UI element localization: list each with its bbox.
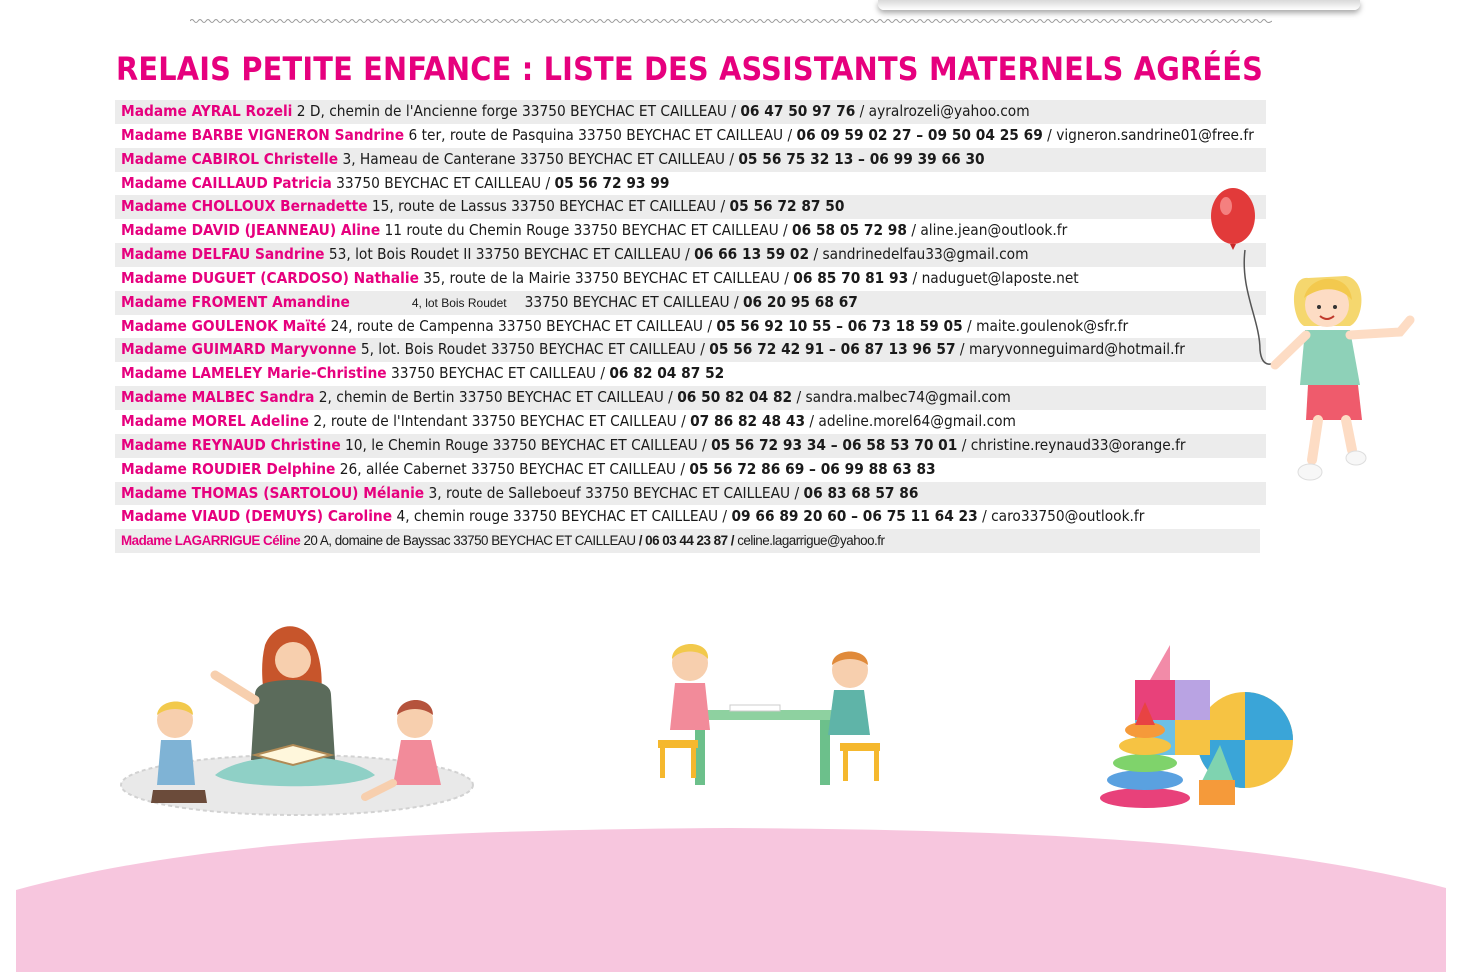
assistant-name: Madame DAVID (JEANNEAU) Aline [121, 221, 381, 240]
assistant-address: 20 A, domaine de Bayssac 33750 BEYCHAC ET CAILLEAU [303, 533, 636, 549]
assistant-address: 33750 BEYCHAC ET CAILLEAU [336, 173, 542, 192]
assistant-name: Madame ROUDIER Delphine [121, 459, 336, 478]
assistant-email: celine.lagarrigue@yahoo.fr [737, 533, 885, 549]
assistant-name: Madame REYNAUD Christine [121, 435, 341, 454]
assistant-name: Madame LAGARRIGUE Céline [121, 533, 301, 549]
assistant-address: 24, route de Campenna 33750 BEYCHAC ET CAILLEAU [330, 316, 703, 335]
assistant-email: naduguet@laposte.net [921, 268, 1079, 287]
assistant-phone: 06 83 68 57 86 [803, 483, 919, 502]
list-item: Madame MOREL Adeline 2, route de l'Intendant 33750 BEYCHAC ET CAILLEAU / 07 86 82 48 43 / adeline.morel64@gmail.com [121, 411, 1016, 430]
assistant-email: christine.reynaud33@orange.fr [970, 435, 1186, 454]
assistant-email: adeline.morel64@gmail.com [818, 411, 1016, 430]
assistant-email: aline.jean@outlook.fr [920, 221, 1068, 240]
assistant-phone: 05 56 75 32 13 – 06 99 39 66 30 [738, 149, 985, 168]
assistant-address: 3, Hameau de Canterane 33750 BEYCHAC ET CAILLEAU [342, 149, 725, 168]
list-item: Madame CHOLLOUX Bernadette 15, route de Lassus 33750 BEYCHAC ET CAILLEAU / 05 56 72 87 50 [115, 195, 1266, 219]
assistant-phone: 06 09 59 02 27 – 09 50 04 25 69 [796, 125, 1043, 144]
assistant-phone: 06 85 70 81 93 [793, 268, 909, 287]
assistant-phone: 06 20 95 68 67 [742, 292, 858, 311]
list-item: Madame CABIROL Christelle 3, Hameau de Canterane 33750 BEYCHAC ET CAILLEAU / 05 56 75 32 13 – 06 99 39 66 30 [115, 148, 1266, 172]
toys-illustration [1095, 640, 1300, 815]
assistant-name: Madame GOULENOK Maïté [121, 316, 327, 335]
assistant-phone: 05 56 72 87 50 [729, 197, 845, 216]
assistant-name: Madame VIAUD (DEMUYS) Caroline [121, 507, 393, 526]
list-item: Madame CAILLAUD Patricia 33750 BEYCHAC ET CAILLEAU / 05 56 72 93 99 [121, 173, 670, 192]
assistant-address: 33750 BEYCHAC ET CAILLEAU [524, 292, 730, 311]
assistant-email: caro33750@outlook.fr [991, 507, 1145, 526]
assistant-address: 10, le Chemin Rouge 33750 BEYCHAC ET CAILLEAU [345, 435, 698, 454]
assistant-address: 2, route de l'Intendant 33750 BEYCHAC ET CAILLEAU [313, 411, 677, 430]
pink-footer-wave [0, 820, 1458, 972]
assistant-email: ayralrozeli@yahoo.com [868, 102, 1030, 120]
assistant-address: 2 D, chemin de l'Ancienne forge 33750 BEYCHAC ET CAILLEAU [296, 102, 727, 120]
list-item: Madame MALBEC Sandra 2, chemin de Bertin 33750 BEYCHAC ET CAILLEAU / 06 50 82 04 82 / sandra.malbec74@gmail.com [115, 386, 1266, 410]
list-item: Madame ROUDIER Delphine 26, allée Cabernet 33750 BEYCHAC ET CAILLEAU / 05 56 72 86 69 – 06 99 88 63 83 [121, 459, 936, 478]
assistant-name: Madame CABIROL Christelle [121, 149, 339, 168]
assistant-address: 3, route de Salleboeuf 33750 BEYCHAC ET CAILLEAU [428, 483, 791, 502]
assistant-address: 35, route de la Mairie 33750 BEYCHAC ET CAILLEAU [423, 268, 780, 287]
assistant-phone: 05 56 92 10 55 – 06 73 18 59 05 [716, 316, 963, 335]
list-item: Madame DAVID (JEANNEAU) Aline 11 route du Chemin Rouge 33750 BEYCHAC ET CAILLEAU / 06 58 05 72 98 / aline.jean@outlook.fr [121, 221, 1068, 240]
assistant-address: 33750 BEYCHAC ET CAILLEAU [390, 364, 596, 383]
assistant-phone: 06 03 44 23 87 [645, 533, 728, 549]
list-item: Madame DUGUET (CARDOSO) Nathalie 35, route de la Mairie 33750 BEYCHAC ET CAILLEAU / 06 85 70 81 93 / naduguet@laposte.net [121, 268, 1079, 287]
assistant-address: 4, chemin rouge 33750 BEYCHAC ET CAILLEAU [396, 507, 719, 526]
list-item: Madame REYNAUD Christine 10, le Chemin Rouge 33750 BEYCHAC ET CAILLEAU / 05 56 72 93 34 – 06 58 53 70 01 / christine.reynaud33@orange.fr [115, 434, 1266, 458]
list-item: Madame AYRAL Rozeli 2 D, chemin de l'Ancienne forge 33750 BEYCHAC ET CAILLEAU / 06 47 50 97 76 / ayralrozeli@yahoo.com [115, 100, 1266, 124]
assistant-phone: 05 56 72 93 99 [554, 173, 670, 192]
assistant-address: 5, lot. Bois Roudet 33750 BEYCHAC ET CAILLEAU [360, 340, 696, 359]
assistant-address: 11 route du Chemin Rouge 33750 BEYCHAC ET CAILLEAU [384, 221, 779, 240]
assistant-name: Madame LAMELEY Marie-Christine [121, 364, 387, 383]
list-item: Madame THOMAS (SARTOLOU) Mélanie 3, route de Salleboeuf 33750 BEYCHAC ET CAILLEAU / 06 83 68 57 86 [115, 482, 1266, 506]
list-item: Madame FROMENT Amandine 4, lot Bois Roudet 33750 BEYCHAC ET CAILLEAU / 06 20 95 68 67 [115, 291, 1266, 315]
assistant-phone: 07 86 82 48 43 [690, 411, 806, 430]
list-item: Madame GOULENOK Maïté 24, route de Campenna 33750 BEYCHAC ET CAILLEAU / 05 56 92 10 55 – 06 73 18 59 05 / maite.goulenok@sfr.fr [121, 316, 1129, 335]
page-title: RELAIS PETITE ENFANCE : LISTE DES ASSISTANTS MATERNELS AGRÉÉS [116, 50, 1264, 88]
assistant-address-small: 4, lot Bois Roudet [411, 295, 507, 310]
assistant-address: 2, chemin de Bertin 33750 BEYCHAC ET CAILLEAU [318, 388, 664, 407]
assistant-name: Madame CHOLLOUX Bernadette [121, 197, 368, 216]
list-item: Madame DELFAU Sandrine 53, lot Bois Roudet II 33750 BEYCHAC ET CAILLEAU / 06 66 13 59 02 / sandrinedelfau33@gmail.com [115, 243, 1266, 267]
assistant-phone: 05 56 72 42 91 – 06 87 13 96 57 [709, 340, 956, 359]
assistant-phone: 06 82 04 87 52 [609, 364, 725, 383]
assistant-email: maite.goulenok@sfr.fr [976, 316, 1129, 335]
assistant-phone: 05 56 72 93 34 – 06 58 53 70 01 [711, 435, 958, 454]
assistant-name: Madame MALBEC Sandra [121, 388, 315, 407]
storytime-illustration [115, 615, 480, 825]
assistant-email: vigneron.sandrine01@free.fr [1056, 125, 1254, 144]
assistant-email: maryvonneguimard@hotmail.fr [968, 340, 1185, 359]
assistants-list [115, 100, 1266, 553]
assistant-phone: 06 50 82 04 82 [677, 388, 793, 407]
list-item: Madame LAGARRIGUE Céline 20 A, domaine de Bayssac 33750 BEYCHAC ET CAILLEAU / 06 03 44 23 87 / celine.lagarrigue@yahoo.fr [115, 529, 1260, 553]
list-item: Madame BARBE VIGNERON Sandrine 6 ter, route de Pasquina 33750 BEYCHAC ET CAILLEAU / 06 09 59 02 27 – 09 50 04 25 69 / vigneron.sandrine01@free.fr [121, 125, 1254, 144]
assistant-address: 26, allée Cabernet 33750 BEYCHAC ET CAILLEAU [339, 459, 676, 478]
list-item: Madame LAMELEY Marie-Christine 33750 BEYCHAC ET CAILLEAU / 06 82 04 87 52 [121, 364, 725, 383]
assistant-name: Madame AYRAL Rozeli [121, 102, 293, 120]
assistant-name: Madame DELFAU Sandrine [121, 245, 325, 264]
painting-kids-illustration [650, 635, 890, 795]
assistant-address: 15, route de Lassus 33750 BEYCHAC ET CAILLEAU [371, 197, 717, 216]
assistant-email: sandra.malbec74@gmail.com [805, 388, 1011, 407]
assistant-name: Madame FROMENT Amandine [121, 292, 350, 311]
list-item: Madame GUIMARD Maryvonne 5, lot. Bois Roudet 33750 BEYCHAC ET CAILLEAU / 05 56 72 42 91 – 06 87 13 96 57 / maryvonneguimard@hotmail.fr [115, 338, 1266, 362]
top-panel-shadow [878, 0, 1360, 10]
assistant-phone: 06 66 13 59 02 [694, 245, 810, 264]
assistant-name: Madame DUGUET (CARDOSO) Nathalie [121, 268, 419, 287]
assistant-name: Madame BARBE VIGNERON Sandrine [121, 125, 405, 144]
list-item: Madame VIAUD (DEMUYS) Caroline 4, chemin rouge 33750 BEYCHAC ET CAILLEAU / 09 66 89 20 60 – 06 75 11 64 23 / caro33750@outlook.fr [121, 507, 1145, 526]
assistant-phone: 06 58 05 72 98 [792, 221, 907, 240]
assistant-address: 53, lot Bois Roudet II 33750 BEYCHAC ET CAILLEAU [328, 245, 681, 264]
girl-with-balloon-illustration [1200, 180, 1420, 500]
assistant-phone: 09 66 89 20 60 – 06 75 11 64 23 [731, 507, 978, 526]
assistant-email: sandrinedelfau33@gmail.com [822, 245, 1029, 264]
assistant-name: Madame GUIMARD Maryvonne [121, 340, 357, 359]
assistant-name: Madame MOREL Adeline [121, 411, 309, 430]
assistant-name: Madame CAILLAUD Patricia [121, 173, 332, 192]
assistant-address: 6 ter, route de Pasquina 33750 BEYCHAC ET CAILLEAU [408, 125, 784, 144]
assistant-name: Madame THOMAS (SARTOLOU) Mélanie [121, 483, 425, 502]
wavy-divider [190, 16, 1272, 26]
assistant-phone: 05 56 72 86 69 – 06 99 88 63 83 [689, 459, 936, 478]
assistant-phone: 06 47 50 97 76 [740, 102, 856, 120]
